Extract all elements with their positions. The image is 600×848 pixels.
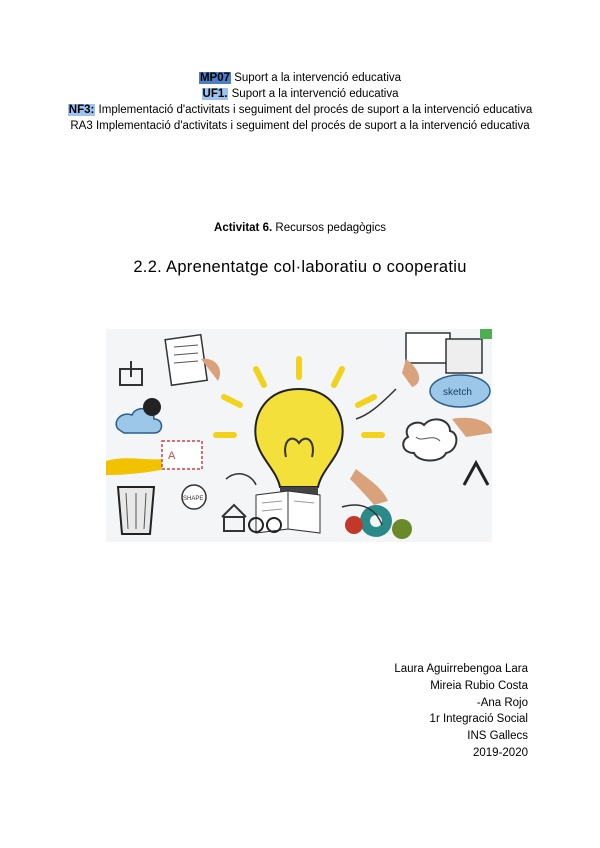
author-3: -Ana Rojo [476, 696, 528, 709]
collaborative-learning-illustration [106, 329, 492, 542]
activity-label: Activitat 6. [214, 222, 273, 234]
course: 1r Integració Social [429, 713, 528, 726]
nucleus-code: NF3: [68, 104, 95, 116]
module-text: Suport a la intervenció educativa [231, 72, 402, 84]
trash-bin-icon [118, 487, 154, 534]
activity-text: Recursos pedagògics [272, 222, 386, 234]
sketch-label: sketch [443, 387, 472, 398]
school-year: 2019-2020 [473, 746, 528, 759]
document-header [60, 70, 540, 134]
authors-block [268, 661, 528, 762]
author-1: Laura Aguirrebengoa Lara [394, 663, 528, 675]
activity-heading [0, 222, 600, 234]
book-icon [256, 491, 320, 533]
page-title: 2.2. Aprenentatge col·laboratiu o cooperatiu [133, 258, 467, 276]
svg-text:A: A [168, 450, 176, 462]
outcome-line: RA3 Implementació d'activitats i seguiment del procés de suport a la intervenció educativa [70, 120, 530, 132]
shape-label: SHAPE [183, 496, 204, 502]
module-code: MP07 [199, 72, 230, 84]
author-2: Mireia Rubio Costa [430, 679, 528, 692]
school: INS Gallecs [467, 730, 528, 743]
sketch-speech-bubble-icon [430, 375, 490, 407]
nucleus-text: Implementació d'activitats i seguiment del procés de suport a la intervenció educativa [95, 104, 533, 116]
module-line [60, 70, 540, 86]
unit-code: UF1. [202, 88, 228, 100]
illustration-svg [106, 329, 492, 542]
unit-text: Suport a la intervenció educativa [228, 88, 399, 100]
unit-line [60, 86, 540, 102]
shape-sun-icon [182, 485, 206, 509]
document-icon [165, 335, 207, 386]
nucleus-line [60, 102, 540, 118]
